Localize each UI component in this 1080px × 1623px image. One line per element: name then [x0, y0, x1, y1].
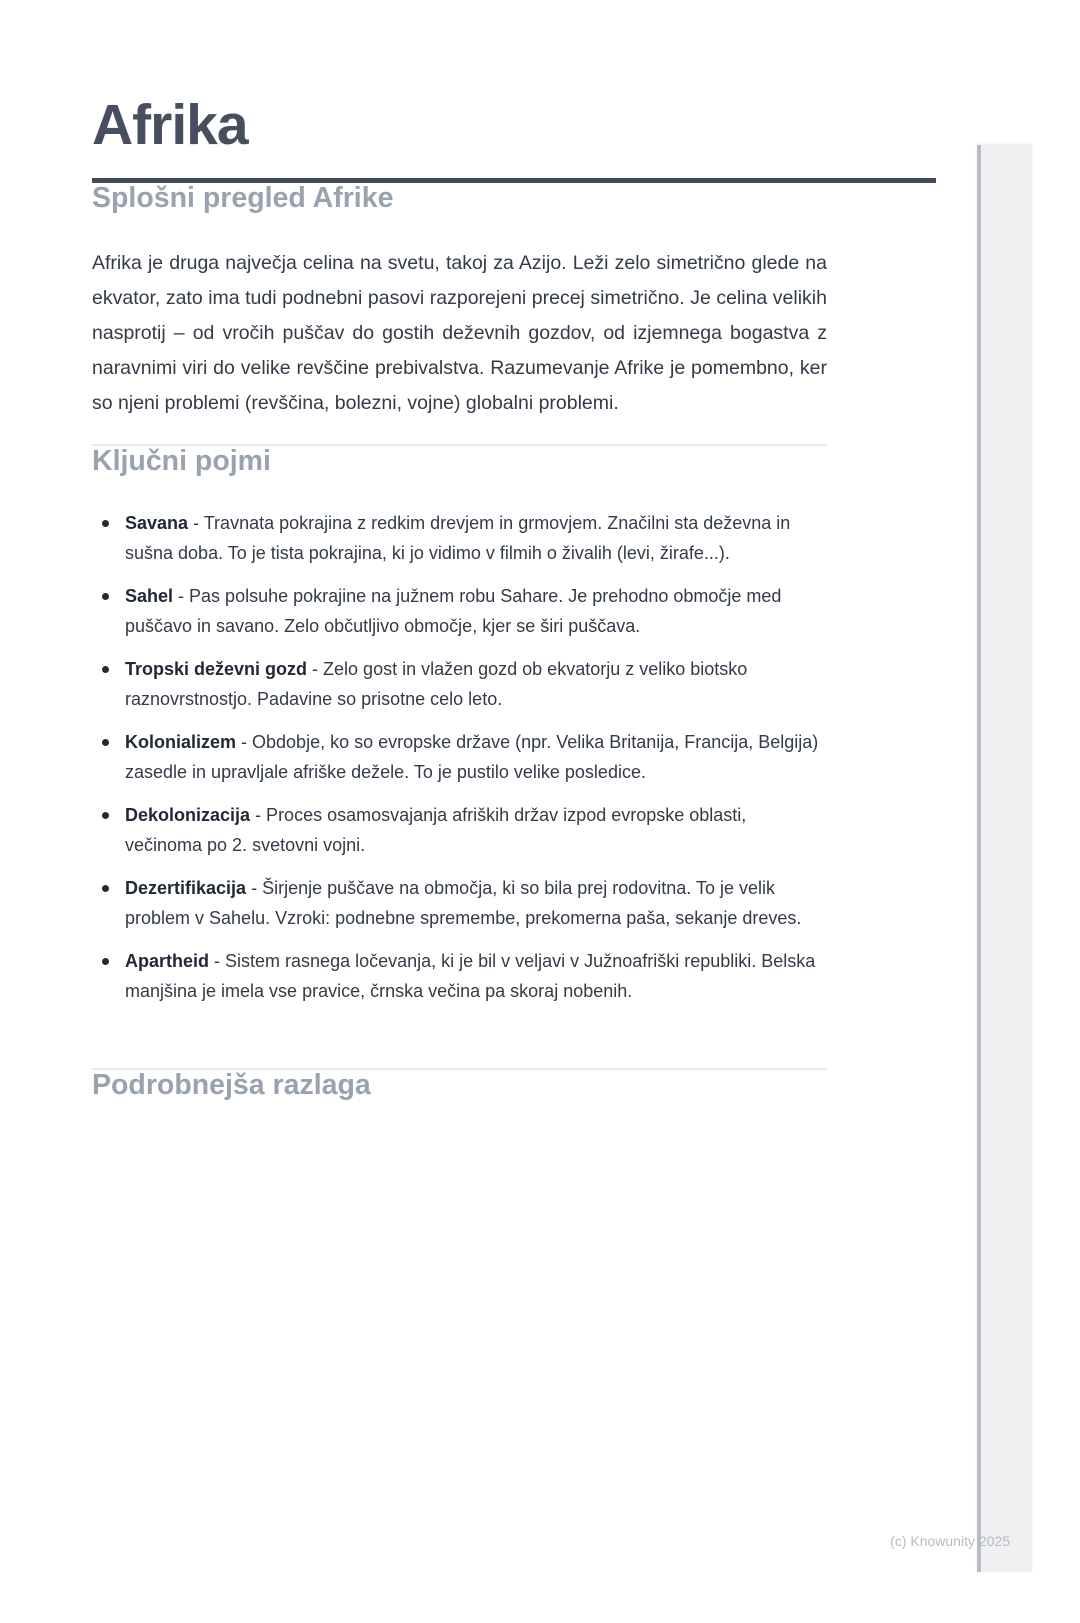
term-label: Dezertifikacija [125, 878, 247, 898]
list-item [92, 508, 827, 568]
list-item [92, 873, 827, 933]
section-heading-detail: Podrobnejša razlaga [92, 1069, 371, 1101]
term-label: Sahel [125, 586, 174, 606]
term-label: Savana [125, 513, 189, 533]
term-label: Dekolonizacija [125, 805, 251, 825]
term-label: Tropski deževni gozd [125, 659, 308, 679]
page-title: Afrika [92, 93, 248, 157]
term-definition: - Širjenje puščave na območja, ki so bila prej rodovitna. To je velik problem v Sahelu. Vzroki: podnebne spremembe, prekomerna paša, sekanje dreves. [125, 878, 802, 928]
page-edge-strip [977, 145, 1032, 1572]
list-item [92, 800, 827, 860]
key-terms-list [92, 508, 827, 1006]
list-item [92, 946, 827, 1006]
term-definition: - Zelo gost in vlažen gozd ob ekvatorju z veliko biotsko raznovrstnostjo. Padavine so prisotne celo leto. [125, 659, 748, 709]
list-item [92, 727, 827, 787]
list-item [92, 654, 827, 714]
section-heading-overview: Splošni pregled Afrike [92, 182, 394, 214]
list-item [92, 581, 827, 641]
document-page [92, 95, 827, 1100]
term-label: Apartheid [125, 951, 210, 971]
term-definition: - Proces osamosvajanja afriških držav izpod evropske oblasti, večinoma po 2. svetovni vojni. [125, 805, 747, 855]
term-definition: - Pas polsuhe pokrajine na južnem robu Sahare. Je prehodno območje med puščavo in savano. Zelo občutljivo območje, kjer se širi puščava. [125, 586, 782, 636]
term-label: Kolonializem [125, 732, 237, 752]
term-definition: - Sistem rasnega ločevanja, ki je bil v veljavi v Južnoafriški republiki. Belska manjšina je imela vse pravice, črnska večina pa skoraj nobenih. [125, 951, 816, 1001]
term-definition: - Travnata pokrajina z redkim drevjem in grmovjem. Značilni sta deževna in sušna doba. To je tista pokrajina, ki jo vidimo v filmih o živalih (levi, žirafe...). [125, 513, 791, 563]
overview-paragraph: Afrika je druga največja celina na svetu, takoj za Azijo. Leži zelo simetrično glede na ekvator, zato ima tudi podnebni pasovi razporejeni precej simetrično. Je celina velikih nasprotij – od vročih puščav do gostih deževnih gozdov, od izjemnega bogastva z naravnimi viri do velike revščine prebivalstva. Razumevanje Afrike je pomembno, ker so njeni problemi (revščina, bolezni, vojne) globalni problemi. [92, 252, 827, 414]
term-definition: - Obdobje, ko so evropske države (npr. Velika Britanija, Francija, Belgija) zasedle in upravljale afriške dežele. To je pustilo velike posledice. [125, 732, 819, 782]
section-heading-key-terms: Ključni pojmi [92, 445, 271, 477]
copyright-watermark: (c) Knowunity 2025 [890, 1533, 1010, 1549]
